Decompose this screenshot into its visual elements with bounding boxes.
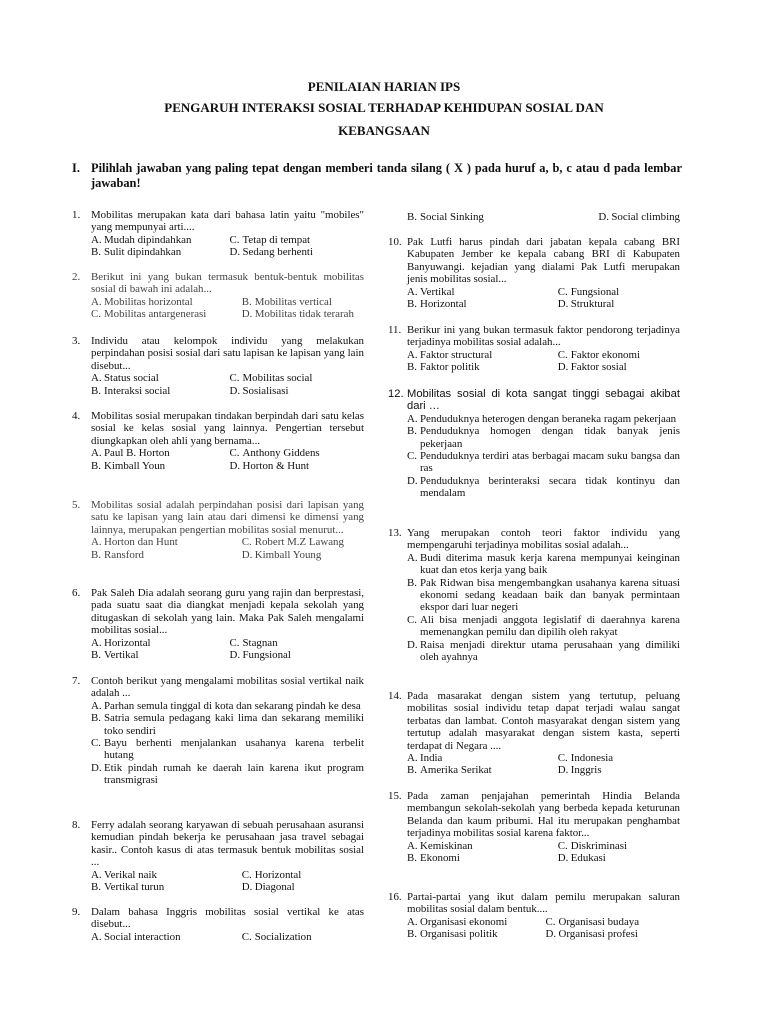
question-10	[388, 236, 680, 310]
question-2	[72, 271, 364, 321]
option-d[interactable]: D. Horton & Hunt	[229, 459, 310, 472]
option-c[interactable]: C. Ali bisa menjadi anggota legislatif di daerahnya karena memenangkan pemilu dan dipilih oleh rakyat	[407, 613, 680, 639]
option-b[interactable]: B. Interaksi social	[91, 384, 171, 397]
option-b[interactable]: B. Sulit dipindahkan	[91, 246, 182, 259]
option-d[interactable]: D. Social climbing	[598, 211, 680, 223]
option-c[interactable]: C. Stagnan	[229, 636, 278, 649]
option-b[interactable]: B. Mobilitas vertical	[241, 295, 332, 308]
option-a[interactable]: A. Mobilitas horizontal	[91, 295, 193, 308]
question-number: 15.	[388, 790, 402, 802]
option-b[interactable]: B. Amerika Serikat	[407, 764, 492, 777]
option-d[interactable]: D. Edukasi	[557, 852, 606, 865]
option-b[interactable]: B. Kimball Youn	[91, 459, 166, 472]
question-text: Yang merupakan contoh teori faktor individu yang mempengaruhi terjadinya mobilitas sosial adalah...	[407, 527, 680, 552]
question-text: Ferry adalah seorang karyawan di sebuah perusahaan asuransi kemudian pindah bekerja ke perusahaan jasa travel sebagai kasir.. Contoh kasus di atas termasuk bentuk mobilitas sosial ...	[91, 819, 364, 869]
option-d[interactable]: D. Etik pindah rumah ke daerah lain karena ikut program transmigrasi	[91, 761, 364, 787]
option-b[interactable]: B. Vertikal turun	[91, 881, 165, 894]
option-a[interactable]: A. Status social	[91, 372, 159, 385]
question-number: 9.	[72, 906, 81, 918]
question-9	[72, 906, 364, 943]
option-b[interactable]: B. Social Sinking	[407, 211, 484, 223]
option-d[interactable]: D. Mobilitas tidak terarah	[241, 308, 354, 321]
option-a[interactable]: A. Horton dan Hunt	[91, 536, 178, 549]
option-c[interactable]: C. Mobilitas social	[229, 372, 313, 385]
question-11	[388, 324, 680, 374]
question-text: Mobilitas sosial merupakan tindakan berpindah dari satu kelas sosial ke kelas sosial yang lainnya. Pengertian tersebut diungkapkan oleh ahli yang bernama...	[91, 410, 364, 447]
question-4	[72, 410, 364, 472]
question-14	[388, 690, 680, 777]
question-text: Berikut ini yang bukan termasuk bentuk-bentuk mobilitas sosial di bawah ini adalah...	[91, 271, 364, 296]
option-b[interactable]: B. Organisasi politik	[407, 928, 498, 941]
question-text: Contoh berikut yang mengalami mobilitas sosial vertikal naik adalah ...	[91, 675, 364, 700]
question-number: 2.	[72, 271, 81, 283]
option-c[interactable]: C. Horizontal	[241, 868, 302, 881]
question-text: Pada zaman penjajahan pemerintah Hindia Belanda membangun sekolah-sekolah yang berbeda kepada keturunan Belanda dan kaum pribumi. Hal itu merupakan penghambat terjadinya mobilitas sosial karena faktor...	[407, 790, 680, 840]
option-d[interactable]: D. Organisasi profesi	[545, 928, 638, 941]
option-c[interactable]: C. Socialization	[241, 930, 312, 943]
option-a[interactable]: A. Kemiskinan	[407, 839, 473, 852]
question-number: 1.	[72, 209, 81, 221]
question-number: 14.	[388, 690, 402, 702]
option-c[interactable]: C. Fungsional	[557, 285, 620, 298]
option-b[interactable]: B. Ekonomi	[407, 852, 460, 865]
option-c[interactable]: C. Penduduknya terdiri atas berbagai macam suku bangsa dan ras	[407, 450, 680, 475]
option-b[interactable]: B. Horizontal	[407, 298, 467, 311]
option-a[interactable]: A. Horizontal	[91, 636, 151, 649]
option-d[interactable]: D. Sosialisasi	[229, 384, 289, 397]
question-text: Individu atau kelompok individu yang melakukan perpindahan posisi sosial dari satu lapisan ke lapisan yang lain disebut...	[91, 335, 364, 372]
page-subtitle: PENGARUH INTERAKSI SOSIAL TERHADAP KEHIDUPAN SOSIAL DAN	[164, 100, 604, 115]
option-b[interactable]: B. Ransford	[91, 548, 144, 561]
option-a[interactable]: A. Penduduknya heterogen dengan beraneka ragam pekerjaan	[407, 412, 677, 425]
question-1	[72, 209, 364, 259]
question-text: Berikur ini yang bukan termasuk faktor pendorong terjadinya terjadinya mobilitas sosial adalah...	[407, 324, 680, 349]
option-b[interactable]: B. Penduduknya homogen dengan tidak banyak jenis pekerjaan	[407, 425, 680, 450]
question-6	[72, 587, 364, 661]
question-13	[388, 527, 680, 663]
option-a[interactable]: A. India	[407, 752, 443, 765]
option-a[interactable]: A. Faktor structural	[407, 348, 493, 361]
page-title: PENILAIAN HARIAN IPS	[307, 79, 461, 94]
option-d[interactable]: D. Fungsional	[229, 649, 291, 662]
option-c[interactable]: C. Anthony Giddens	[229, 447, 320, 460]
question-number: 12.	[388, 388, 404, 400]
option-c[interactable]: C. Indonesia	[557, 752, 614, 765]
instruction-number: I.	[72, 161, 80, 175]
question-text: Mobilitas merupakan kata dari bahasa latin yaitu "mobiles" yang mempunyai arti....	[91, 209, 364, 234]
instruction-text: Pilihlah jawaban yang paling tepat dengan memberi tanda silang ( X ) pada huruf a, b, c atau d pada lembar jawaban!	[91, 161, 682, 190]
page-subtitle-continued: KEBANGSAAN	[338, 123, 430, 138]
question-number: 11.	[388, 324, 402, 336]
question-number: 5.	[72, 499, 81, 511]
option-a[interactable]: A. Vertikal	[407, 285, 455, 298]
option-d[interactable]: D. Faktor sosial	[557, 361, 627, 374]
option-d[interactable]: D. Inggris	[557, 764, 602, 777]
question-number: 4.	[72, 410, 81, 422]
question-3	[72, 335, 364, 397]
question-number: 6.	[72, 587, 81, 599]
option-d[interactable]: D. Kimball Young	[241, 548, 322, 561]
question-text: Pak Lutfi harus pindah dari jabatan kepala cabang BRI Kabupaten Jember ke kepala cabang BRI di Kabupaten Banyuwangi. kejadian yang dialami Pak Lutfi merupakan jenis mobilitas sosial...	[407, 236, 680, 286]
question-number: 8.	[72, 819, 81, 831]
question-number: 7.	[72, 675, 81, 687]
question-16	[388, 891, 680, 941]
question-text: Pada masarakat dengan sistem yang tertutup, peluang mobilitas sosial individu tetap dapat terjadi walau sangat terbatas dan lambat. Contoh masyarakat dengan sistem yang tertutup adalah masyarakat dengan sistem kasta, seperti terdapat di Negara ....	[407, 690, 680, 752]
question-15	[388, 790, 680, 864]
question-12	[388, 388, 680, 500]
option-a[interactable]: A. Organisasi ekonomi	[407, 915, 508, 928]
option-c[interactable]: C. Tetap di tempat	[229, 233, 311, 246]
instruction	[72, 161, 682, 191]
question-9-continued	[388, 211, 680, 223]
option-d[interactable]: D. Penduduknya berinteraksi secara tidak kontinyu dan mendalam	[407, 474, 680, 500]
option-c[interactable]: C. Bayu berhenti menjalankan usahanya karena terbelit hutang	[91, 737, 364, 762]
option-a[interactable]: A. Budi diterima masuk kerja karena mempunyai keinginan kuat dan etos kerja yang baik	[407, 551, 680, 577]
option-c[interactable]: C. Robert M.Z Lawang	[241, 536, 344, 549]
question-text: Partai-partai yang ikut dalam pemilu merupakan saluran mobilitas sosial dalam bentuk....	[407, 891, 680, 916]
option-a[interactable]: A. Parhan semula tinggal di kota dan sekarang pindah ke desa	[91, 699, 361, 712]
question-number: 16.	[388, 891, 402, 903]
option-b[interactable]: B. Faktor politik	[407, 361, 480, 374]
option-b[interactable]: B. Satria semula pedagang kaki lima dan sekarang memiliki toko sendiri	[91, 712, 364, 737]
question-number: 10.	[388, 236, 402, 248]
question-number: 3.	[72, 335, 81, 347]
option-c[interactable]: C. Organisasi budaya	[545, 915, 640, 928]
option-a[interactable]: A. Mudah dipindahkan	[91, 233, 192, 246]
question-text: Mobilitas sosial adalah perpindahan posisi dari lapisan yang satu ke lapisan yang lain atau dari dimensi ke dimensi yang lainnya, merupakan pengertian mobilitas sosial menurut...	[91, 499, 364, 536]
option-b[interactable]: B. Vertikal	[91, 649, 139, 662]
option-d[interactable]: D. Sedang berhenti	[229, 246, 313, 259]
option-c[interactable]: C. Diskriminasi	[557, 839, 627, 852]
option-c[interactable]: C. Mobilitas antargenerasi	[91, 308, 207, 321]
question-7	[72, 675, 364, 787]
option-a[interactable]: A. Verikal naik	[91, 868, 157, 881]
option-d[interactable]: D. Raisa menjadi direktur utama perusahaan yang dimiliki oleh ayahnya	[407, 638, 680, 664]
question-text: Mobilitas sosial di kota sangat tinggi sebagai akibat dari …	[407, 388, 680, 413]
option-c[interactable]: C. Faktor ekonomi	[557, 348, 640, 361]
question-8	[72, 819, 364, 893]
option-a[interactable]: A. Social interaction	[91, 930, 181, 943]
option-d[interactable]: D. Struktural	[557, 298, 615, 311]
option-b[interactable]: B. Pak Ridwan bisa mengembangkan usahanya karena situasi ekonomi sedang keadaan baik dan banyak permintaan ekspor dari luar negeri	[407, 576, 680, 614]
question-5	[72, 499, 364, 561]
option-a[interactable]: A. Paul B. Horton	[91, 447, 170, 460]
question-text: Dalam bahasa Inggris mobilitas sosial vertikal ke atas disebut...	[91, 906, 364, 931]
question-number: 13.	[388, 527, 402, 539]
option-d[interactable]: D. Diagonal	[241, 881, 295, 894]
question-text: Pak Saleh Dia adalah seorang guru yang rajin dan berprestasi, pada suatu saat dia diangkat menjadi kepala sekolah yang ditugaskan di sekolah yang lain. Maka Pak Saleh mengalami mobilitas sosial...	[91, 587, 364, 637]
